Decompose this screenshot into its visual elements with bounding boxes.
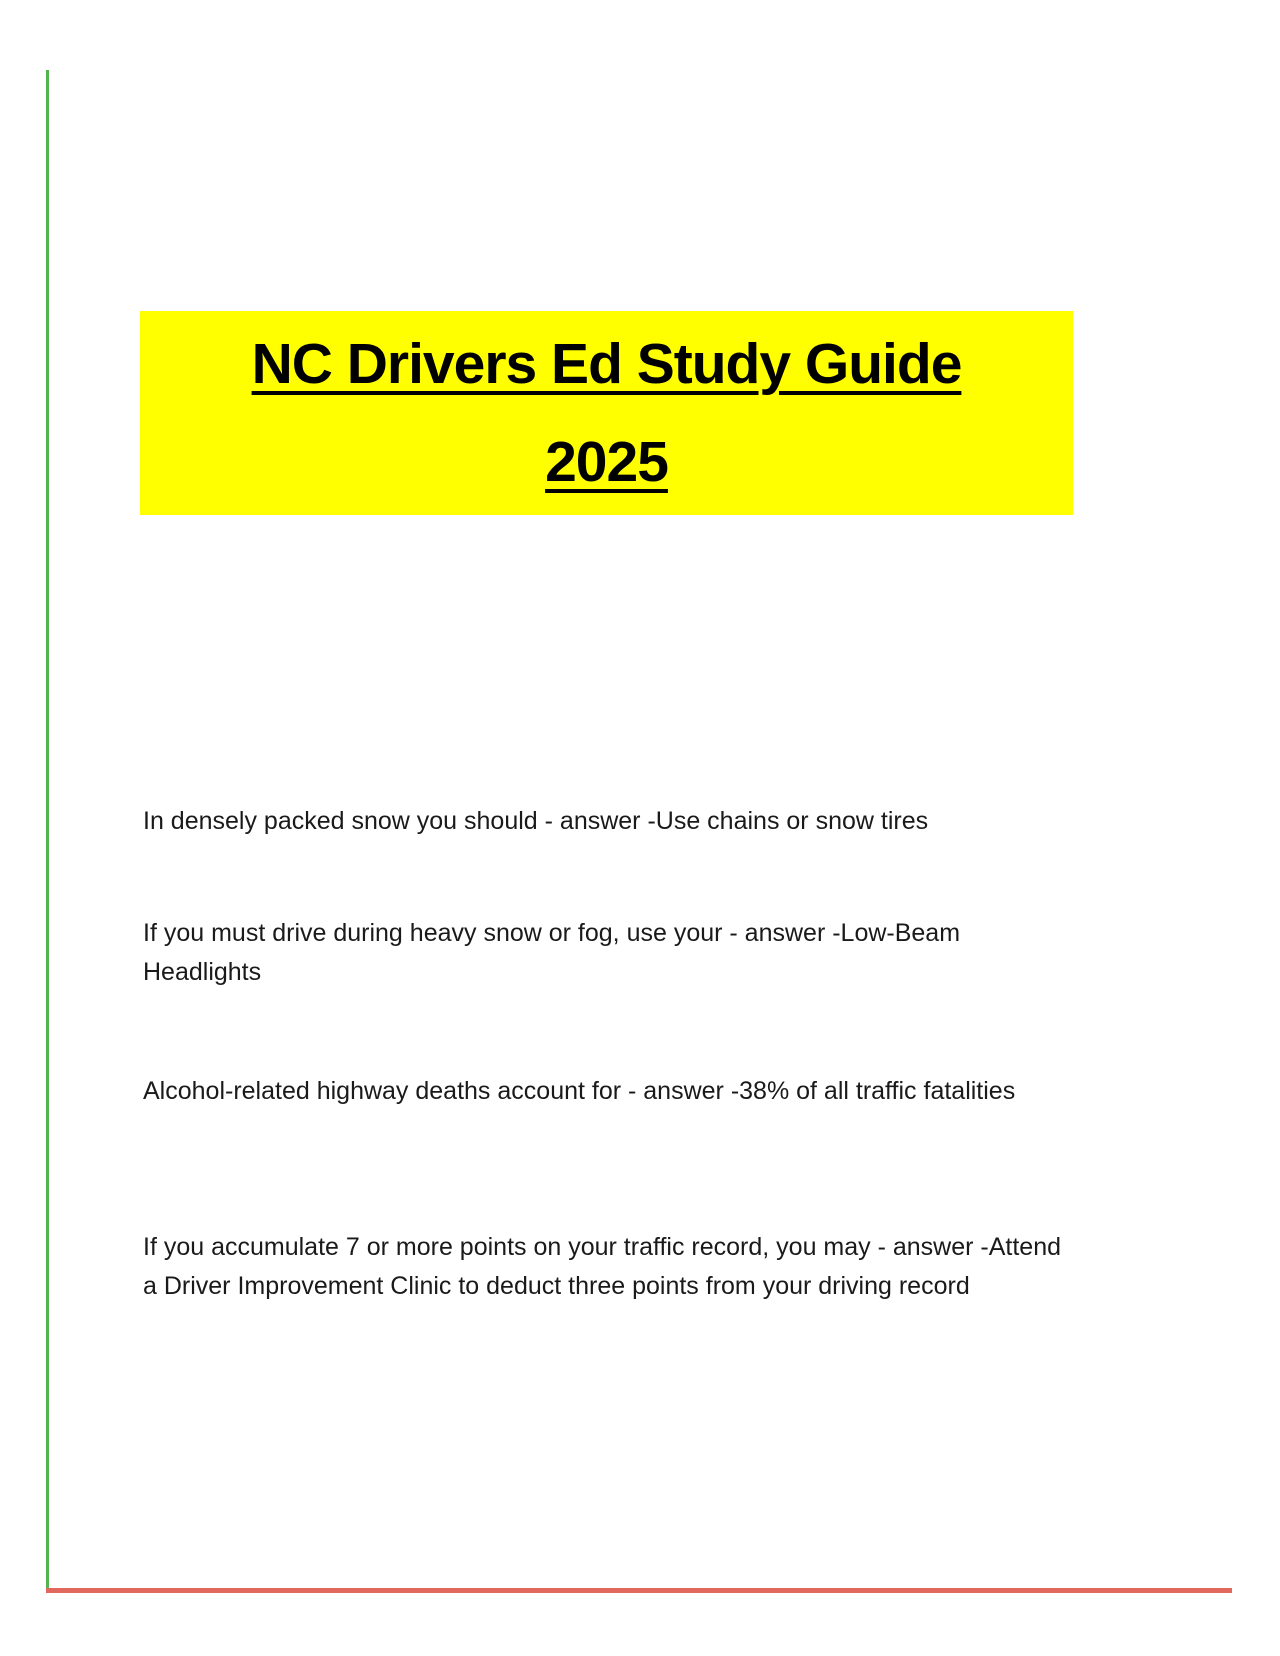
qa-paragraph-2: If you must drive during heavy snow or fog, use your - answer -Low-Beam Headlights — [143, 919, 961, 986]
title-highlight-block — [140, 311, 1073, 515]
qa-paragraph-1: In densely packed snow you should - answer -Use chains or snow tires — [143, 807, 929, 835]
document-title-line2: 2025 — [545, 430, 668, 494]
document-title-line1: NC Drivers Ed Study Guide — [251, 332, 962, 396]
left-border-line — [46, 70, 49, 1590]
qa-paragraph-3: Alcohol-related highway deaths account for - answer -38% of all traffic fatalities — [143, 1077, 1016, 1105]
qa-paragraph-4: If you accumulate 7 or more points on your traffic record, you may - answer -Attend a Driver Improvement Clinic to deduct three points from your driving record — [143, 1233, 1062, 1300]
bottom-border-line — [46, 1588, 1232, 1593]
